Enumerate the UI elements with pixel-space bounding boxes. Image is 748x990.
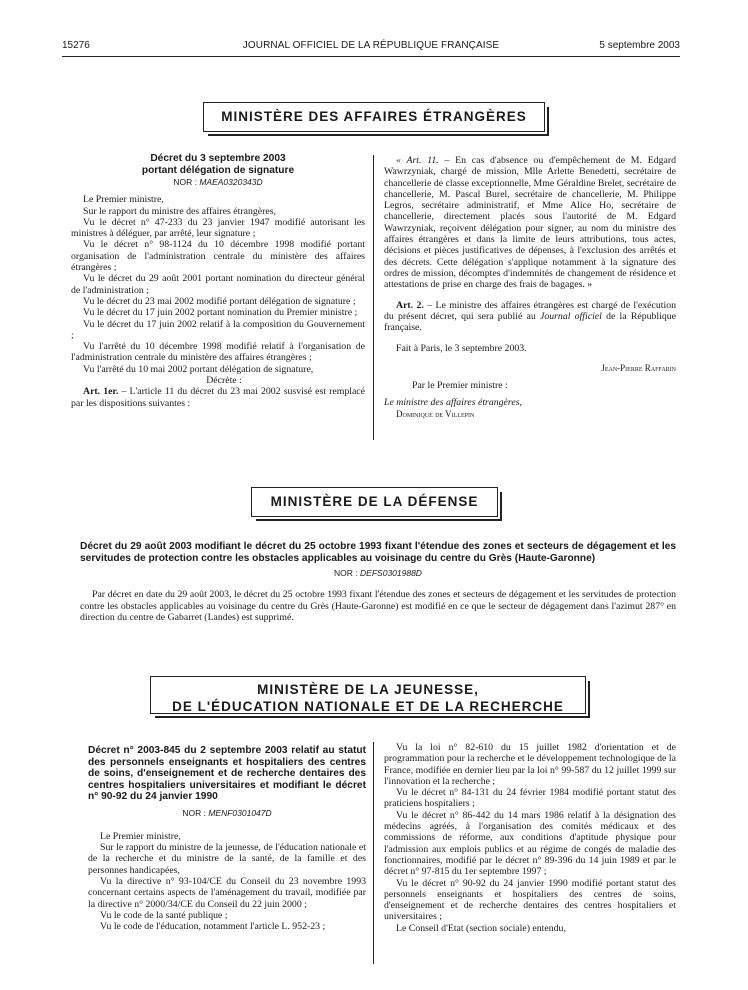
ministry-heading-education: MINISTÈRE DE LA JEUNESSE, DE L'ÉDUCATION NATIONALE ET DE LA RECHERCHE: [150, 676, 586, 714]
page-number: 15276: [62, 40, 90, 51]
preamble-paragraph: Vu le décret n° 84-131 du 24 février 1984 modifié portant statut des praticiens hospitaliers ;: [384, 787, 676, 810]
column-separator: [373, 742, 374, 964]
column-separator: [373, 155, 374, 440]
decree-preamble: [88, 831, 366, 933]
preamble-paragraph: Vu l'arrêté du 10 mai 2002 portant délégation de signature,: [83, 363, 314, 375]
preamble-paragraph: Le Conseil d'Etat (section sociale) entendu,: [396, 922, 566, 934]
foreign-affairs-right-column: [384, 155, 676, 420]
preamble-paragraph: Vu l'arrêté du 10 décembre 1998 modifié relatif à l'organisation de l'administration centrale du ministère des affaires étrangères ;: [71, 341, 365, 364]
preamble-paragraph: Vu le décret n° 90-92 du 24 janvier 1990 modifié portant statut des personnels enseignants et hospitaliers des centres de soins, d'enseignement et de recherche dentaires des centres hospitaliers et universitaires ;: [384, 877, 676, 923]
preamble-paragraph: Vu le décret du 17 juin 2002 relatif à la composition du Gouvernement ;: [71, 318, 365, 341]
minister-title: Le ministre des affaires étrangères,: [384, 397, 522, 409]
by-prime-minister: Par le Premier ministre :: [412, 380, 508, 392]
preamble-paragraph: Vu le décret du 23 mai 2002 modifié portant délégation de signature ;: [83, 295, 356, 307]
decree-body: Par décret en date du 29 août 2003, le décret du 25 octobre 1993 fixant l'étendue des zones et secteurs de dégagement et les servitudes de protection contre les obstacles applicables au voisinage du centre du Grès (Haute-Garonne) est modifié en ce que le secteur de dégagement dans l'azimut 287° en direction du centre de Gabarret (Landes) est supprimé.: [80, 589, 676, 623]
page-header: [62, 40, 680, 54]
decree-title: Décret n° 2003-845 du 2 septembre 2003 relatif au statut des personnels enseignants et hospitaliers des centres de soins, d'enseignement et de recherche dentaires des centres hospitaliers universitaires et modifiant le décret n° 90-92 du 24 janvier 1990: [88, 745, 366, 802]
ministry-heading-foreign-affairs: MINISTÈRE DES AFFAIRES ÉTRANGÈRES: [203, 102, 545, 132]
issue-date: 5 septembre 2003: [599, 40, 680, 51]
preamble-paragraph: Vu le code de l'éducation, notamment l'article L. 952-23 ;: [100, 921, 326, 933]
preamble-paragraph: Le Premier ministre,: [83, 194, 164, 206]
article-11: « Art. 11. – En cas d'absence ou d'empêchement de M. Edgard Wawrzyniak, chargé de mission, Mlle Arlette Benedetti, secrétaire de chancellerie de classe exceptionnelle, Mme Géraldine Brelet, secrétaire de chancellerie, M. Pascal Burel, secrétaire de chancellerie, M. Philippe Legros, secrétaire administratif, et Mme Alice Ho, secrétaire de chancellerie, directement placés sous l'autorité de M. Edgard Wawrzyniak, reçoivent délégation pour signer, au nom du ministre des affaires étrangères et dans la limite de leurs attributions, tous actes, décisions et pièces justificatives de dépenses, à l'exclusion des arrêtés et des décrets. Cette délégation s'applique notamment à la signature des ordres de mission, décomptes d'indemnités de changement de résidence et attestations de prise en charge des frais de bagages. »: [384, 155, 676, 291]
preamble-paragraph: Vu la directive n° 93-104/CE du Conseil du 23 novembre 1993 concernant certains aspects de l'aménagement du travail, modifiée par la directive n° 2000/34/CE du Conseil du 22 juin 2000 ;: [88, 875, 366, 910]
signing-place-date: Fait à Paris, le 3 septembre 2003.: [396, 343, 527, 355]
preamble-paragraph: Vu le code de la santé publique ;: [100, 909, 228, 921]
preamble-paragraph: Le Premier ministre,: [100, 830, 181, 842]
preamble-paragraph: Vu le décret n° 86-442 du 14 mars 1986 relatif à la désignation des médecins agréés, à l'organisation des comités médicaux et des commissions de réforme, aux conditions d'aptitude physique pour l'admission aux emplois publics et au régime de congés de maladie des fonctionnaires, modifié par le décret n° 89-396 du 14 juin 1989 et par le décret n° 97-815 du 1er septembre 1997 ;: [384, 809, 676, 878]
education-left-column: [88, 745, 366, 932]
decree-preamble: [71, 194, 365, 375]
article-2: Art. 2. – Le ministre des affaires étrangères est chargé de l'exécution du présent décret, qui sera publié au Journal officiel de la République française.: [384, 299, 676, 334]
header-rule: [62, 56, 680, 57]
decree-preamble-continued: [384, 742, 676, 934]
signatory-name: Jean-Pierre Raffarin: [601, 362, 676, 373]
article-1: Art. 1er. – L'article 11 du décret du 23 mai 2002 susvisé est remplacé par les dispositions suivantes :: [71, 386, 365, 409]
nor-reference: NOR : MAEA0320343D: [173, 177, 263, 187]
preamble-paragraph: Vu le décret du 29 août 2001 portant nomination du directeur général de l'administration ;: [71, 273, 365, 296]
decrete-label: Décrète :: [206, 375, 242, 387]
nor-reference: NOR : DEFS0301988D: [334, 568, 422, 578]
decree-title: Décret du 3 septembre 2003 portant délégation de signature: [141, 153, 295, 176]
minister-name: Dominique de Villepin: [396, 408, 475, 419]
journal-title: JOURNAL OFFICIEL DE LA RÉPUBLIQUE FRANÇAISE: [242, 40, 500, 51]
foreign-affairs-left-column: [71, 153, 365, 409]
nor-reference: NOR : MENF0301047D: [182, 807, 272, 818]
ministry-heading-defense: MINISTÈRE DE LA DÉFENSE: [251, 487, 498, 517]
defense-section: [80, 541, 676, 623]
decree-title: Décret du 29 août 2003 modifiant le décret du 25 octobre 1993 fixant l'étendue des zones et secteurs de dégagement et les servitudes de protection contre les obstacles applicables au voisinage du centre du Grès (Haute-Garonne): [80, 541, 676, 564]
preamble-paragraph: Vu le décret du 17 juin 2002 portant nomination du Premier ministre ;: [83, 307, 358, 319]
preamble-paragraph: Vu la loi n° 82-610 du 15 juillet 1982 d'orientation et de programmation pour la recherche et le développement technologique de la France, modifiée en dernier lieu par la loi n° 99-587 du 12 juillet 1999 sur l'innovation et la recherche ;: [384, 742, 676, 787]
education-right-column: [384, 742, 676, 934]
preamble-paragraph: Vu le décret n° 98-1124 du 10 décembre 1998 modifié portant organisation de l'administration centrale du ministère des affaires étrangères ;: [71, 239, 365, 274]
preamble-paragraph: Sur le rapport du ministre des affaires étrangères,: [83, 205, 276, 217]
preamble-paragraph: Vu le décret n° 47-233 du 23 janvier 1947 modifié autorisant les ministres à déléguer, par arrêté, leur signature ;: [71, 216, 365, 240]
preamble-paragraph: Sur le rapport du ministre de la jeunesse, de l'éducation nationale et de la recherche et du ministre de la santé, de la famille et des personnes handicapées,: [88, 842, 366, 876]
